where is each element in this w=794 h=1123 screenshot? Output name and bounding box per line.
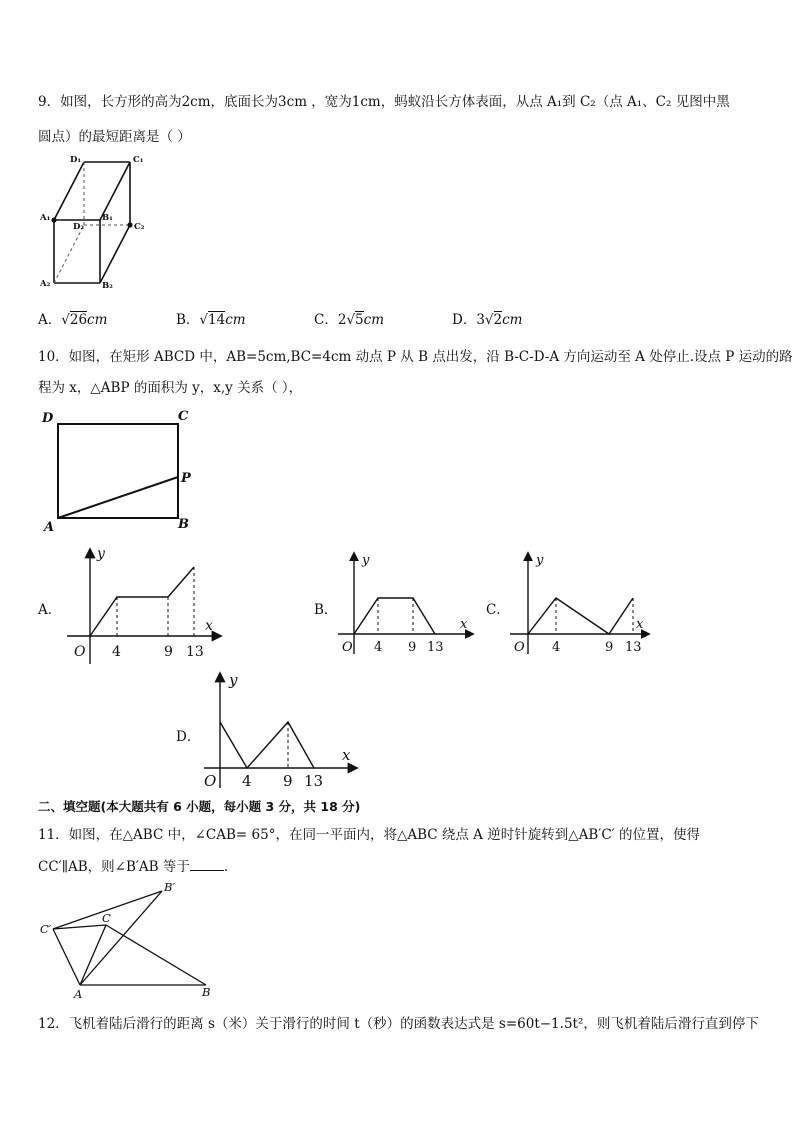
q10-option-b-graph (334, 548, 476, 660)
label-c: C (102, 911, 111, 925)
q9-option-b: B．√14cm (176, 312, 246, 328)
q10-option-a-graph (62, 540, 227, 670)
q9-option-a: A．√26cm (38, 312, 108, 328)
y-axis-label: y (229, 671, 238, 689)
tick-9: 9 (283, 772, 293, 790)
q10-option-a-label: A． (38, 602, 62, 618)
origin-label: O (514, 640, 525, 655)
sqrt-symbol: √ (346, 312, 356, 328)
q10-option-c-label: C． (486, 602, 510, 618)
q9-option-c: C．2√5cm (314, 312, 385, 328)
q10-option-d-graph (196, 668, 362, 792)
origin-label: O (342, 640, 353, 655)
label-b: B (178, 517, 189, 532)
x-axis-label: x (342, 746, 351, 764)
sqrt-symbol: √ (199, 312, 209, 328)
q9-cuboid-figure (38, 150, 158, 290)
q10-stem-line1: 10．如图，在矩形 ABCD 中，AB=5cm,BC=4cm 动点 P 从 B 点出发，沿 B-C-D-A 方向运动至 A 处停止.设点 P 运动的路 (38, 349, 793, 365)
tick-9: 9 (408, 640, 417, 655)
label-a1: A₁ (40, 213, 51, 223)
y-axis-label: y (536, 553, 544, 568)
q11-stem-line1: 11．如图，在△ABC 中，∠CAB= 65°，在同一平面内，将△ABC 绕点 A 逆时针旋转到△AB′C′ 的位置，使得 (38, 827, 701, 843)
tick-13: 13 (427, 640, 444, 655)
label-b2: B₂ (102, 281, 113, 290)
q10-stem-line2: 程为 x，△ABP 的面积为 y，x,y 关系（ ）， (38, 380, 303, 396)
label-d: D (42, 411, 54, 426)
label-c: C (178, 409, 189, 424)
label-p: P (181, 471, 191, 486)
q9-option-d: D．3√2cm (452, 312, 523, 328)
label-d2: D₂ (73, 222, 85, 232)
q10-option-b-label: B． (314, 602, 338, 618)
label-c-prime: C′ (40, 922, 52, 936)
tick-4: 4 (374, 640, 383, 655)
point-c2 (127, 222, 132, 227)
origin-label: O (74, 644, 86, 660)
label-c1: C₁ (133, 155, 144, 165)
label-c2: C₂ (134, 222, 145, 232)
label-a: A (74, 987, 83, 1001)
x-axis-label: x (205, 618, 213, 634)
sqrt-symbol: √ (61, 312, 70, 328)
sqrt-symbol: √ (484, 312, 494, 328)
tick-4: 4 (552, 640, 561, 655)
tick-4: 4 (242, 772, 252, 790)
origin-label: O (204, 772, 217, 790)
label-a: A (44, 520, 55, 534)
q11-rotation-figure (38, 877, 228, 1001)
tick-13: 13 (625, 640, 642, 655)
q10-option-d-label: D． (176, 729, 201, 745)
y-axis-label: y (362, 553, 370, 568)
label-b-prime: B′ (164, 880, 176, 894)
section-heading-fill-blank: 二、填空题(本大题共有 6 小题，每小题 3 分，共 18 分) (38, 799, 361, 814)
q11-stem-line2: CC′∥AB，则∠B′AB 等于 . (38, 859, 229, 875)
q10-rectangle-figure (38, 404, 208, 534)
label-a2: A₂ (40, 279, 51, 289)
tick-13: 13 (304, 772, 324, 790)
point-a1 (51, 217, 56, 222)
q9-stem-line2: 圆点）的最短距离是（ ） (38, 129, 191, 145)
y-axis-label: y (97, 546, 105, 562)
x-axis-label: x (636, 617, 644, 632)
label-b: B (202, 985, 211, 999)
q9-stem-line1: 9．如图，长方形的高为2cm，底面长为3cm ，宽为1cm，蚂蚁沿长方体表面，从点 A₁到 C₂（点 A₁、C₂ 见图中黑 (38, 94, 730, 110)
tick-4: 4 (112, 644, 121, 660)
label-b1: B₁ (102, 213, 113, 223)
label-d1: D₁ (70, 155, 82, 165)
answer-blank[interactable] (190, 858, 224, 871)
q10-option-c-graph (506, 548, 652, 660)
tick-13: 13 (186, 644, 204, 660)
tick-9: 9 (164, 644, 173, 660)
x-axis-label: x (460, 617, 468, 632)
q12-stem-line1: 12．飞机着陆后滑行的距离 s（米）关于滑行的时间 t（秒）的函数表达式是 s=60t−1.5t²，则飞机着陆后滑行直到停下 (38, 1016, 759, 1032)
tick-9: 9 (605, 640, 614, 655)
